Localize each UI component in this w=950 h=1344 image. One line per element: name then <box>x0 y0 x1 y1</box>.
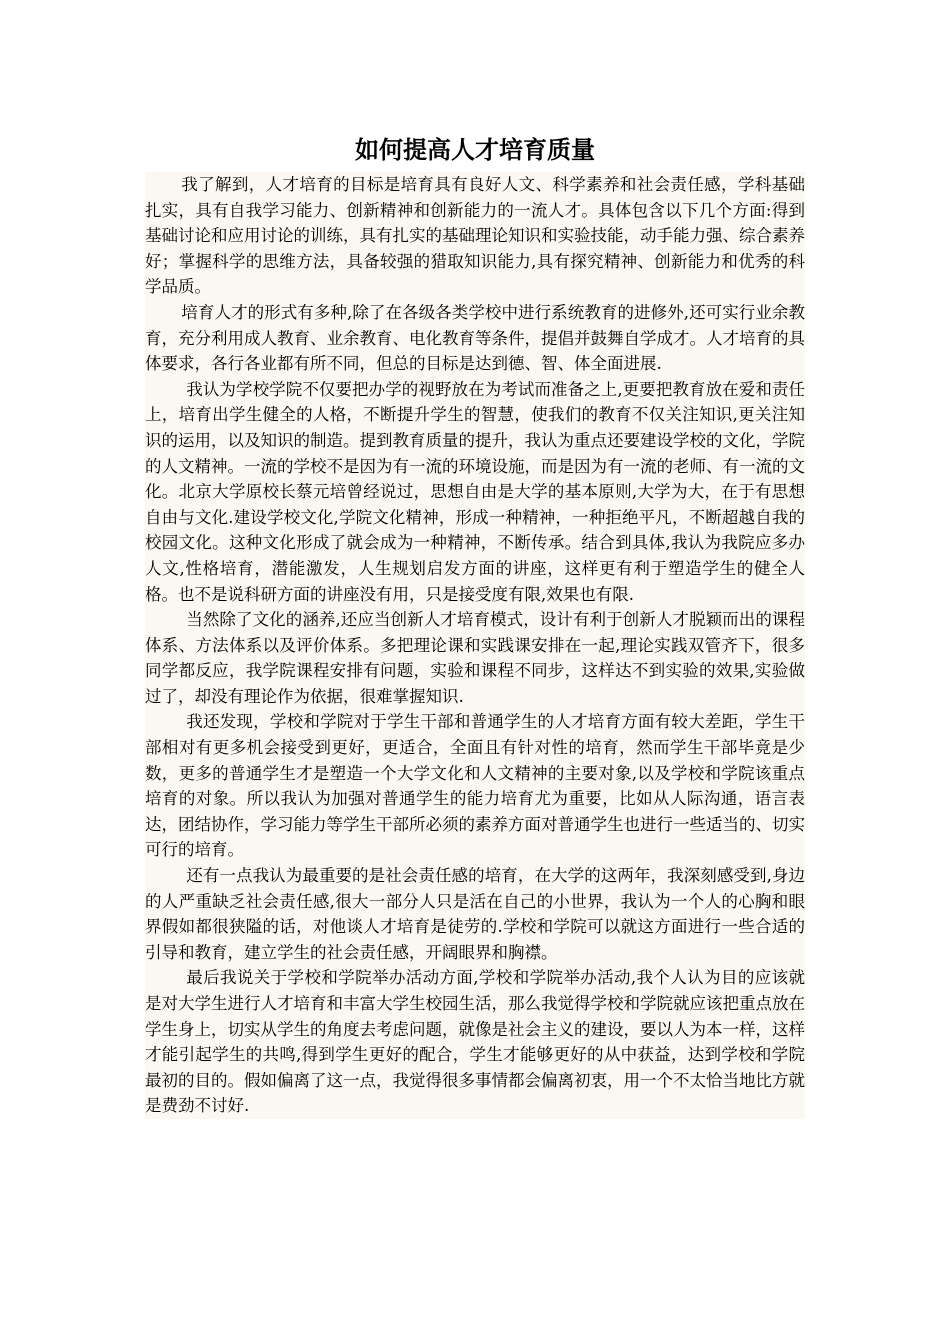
paragraph-7: 最后我说关于学校和学院举办活动方面,学校和学院举办活动,我个人认为目的应该就是对大学生进行人才培育和丰富大学生校园生活，那么我觉得学校和学院就应该把重点放在学生身上，切实从学生的角度去考虑问题，就像是社会主义的建设，要以人为本一样，这样才能引起学生的共鸣,得到学生更好的配合，学生才能够更好的从中获益，达到学校和学院最初的目的。假如偏离了这一点，我觉得很多事情都会偏离初衷，用一个不太恰当地比方就是费劲不讨好. <box>145 968 805 1116</box>
document-title: 如何提高人才培育质量 <box>355 135 595 164</box>
document-body <box>145 172 805 1119</box>
paragraph-5: 我还发现，学校和学院对于学生干部和普通学生的人才培育方面有较大差距，学生干部相对有更多机会接受到更好，更适合，全面且有针对性的培育，然而学生干部毕竟是少数，更多的普通学生才是塑造一个大学文化和人文精神的主要对象,以及学校和学院该重点培育的对象。所以我认为加强对普通学生的能力培育尤为重要，比如从人际沟通，语言表达，团结协作，学习能力等学生干部所必须的素养方面对普通学生也进行一些适当的、切实可行的培育。 <box>145 712 805 860</box>
paragraph-1: 我了解到，人才培育的目标是培育具有良好人文、科学素养和社会责任感，学科基础扎实，具有自我学习能力、创新精神和创新能力的一流人才。具体包含以下几个方面:得到基础讨论和应用讨论的训练，具有扎实的基础理论知识和实验技能，动手能力强、综合素养好；掌握科学的思维方法，具备较强的猎取知识能力,具有探究精神、创新能力和优秀的科学品质。 <box>145 175 805 297</box>
paragraph-6: 还有一点我认为最重要的是社会责任感的培育，在大学的这两年，我深刻感受到,身边的人严重缺乏社会责任感,很大一部分人只是活在自己的小世界，我认为一个人的心胸和眼界假如都很狭隘的话，对他谈人才培育是徒劳的.学校和学院可以就这方面进行一些合适的引导和教育，建立学生的社会责任感，开阔眼界和胸襟。 <box>145 866 805 962</box>
paragraph-3: 我认为学校学院不仅要把办学的视野放在为考试而准备之上,更要把教育放在爱和责任上，培育出学生健全的人格，不断提升学生的智慧，使我们的教育不仅关注知识,更关注知识的运用，以及知识的制造。提到教育质量的提升，我认为重点还要建设学校的文化，学院的人文精神。一流的学校不是因为有一流的环境设施，而是因为有一流的老师、有一流的文化。北京大学原校长蔡元培曾经说过，思想自由是大学的基本原则,大学为大，在于有思想自由与文化.建设学校文化,学院文化精神，形成一种精神，一种拒绝平凡，不断超越自我的校园文化。这种文化形成了就会成为一种精神，不断传承。结合到具体,我认为我院应多办人文,性格培育，潜能激发，人生规划启发方面的讲座，这样更有利于塑造学生的健全人格。也不是说科研方面的讲座没有用，只是接受度有限,效果也有限. <box>145 379 805 604</box>
paragraph-4: 当然除了文化的涵养,还应当创新人才培育模式，设计有利于创新人才脱颖而出的课程体系、方法体系以及评价体系。多把理论课和实践课安排在一起,理论实践双管齐下，很多同学都反应，我学院课程安排有问题，实验和课程不同步，这样达不到实验的效果,实验做过了，却没有理论作为依据，很难掌握知识. <box>145 610 805 706</box>
paragraph-2: 培育人才的形式有多种,除了在各级各类学校中进行系统教育的进修外,还可实行业余教育，充分利用成人教育、业余教育、电化教育等条件，提倡并鼓舞自学成才。人才培育的具体要求，各行各业都有所不同，但总的目标是达到德、智、体全面进展. <box>145 302 805 374</box>
